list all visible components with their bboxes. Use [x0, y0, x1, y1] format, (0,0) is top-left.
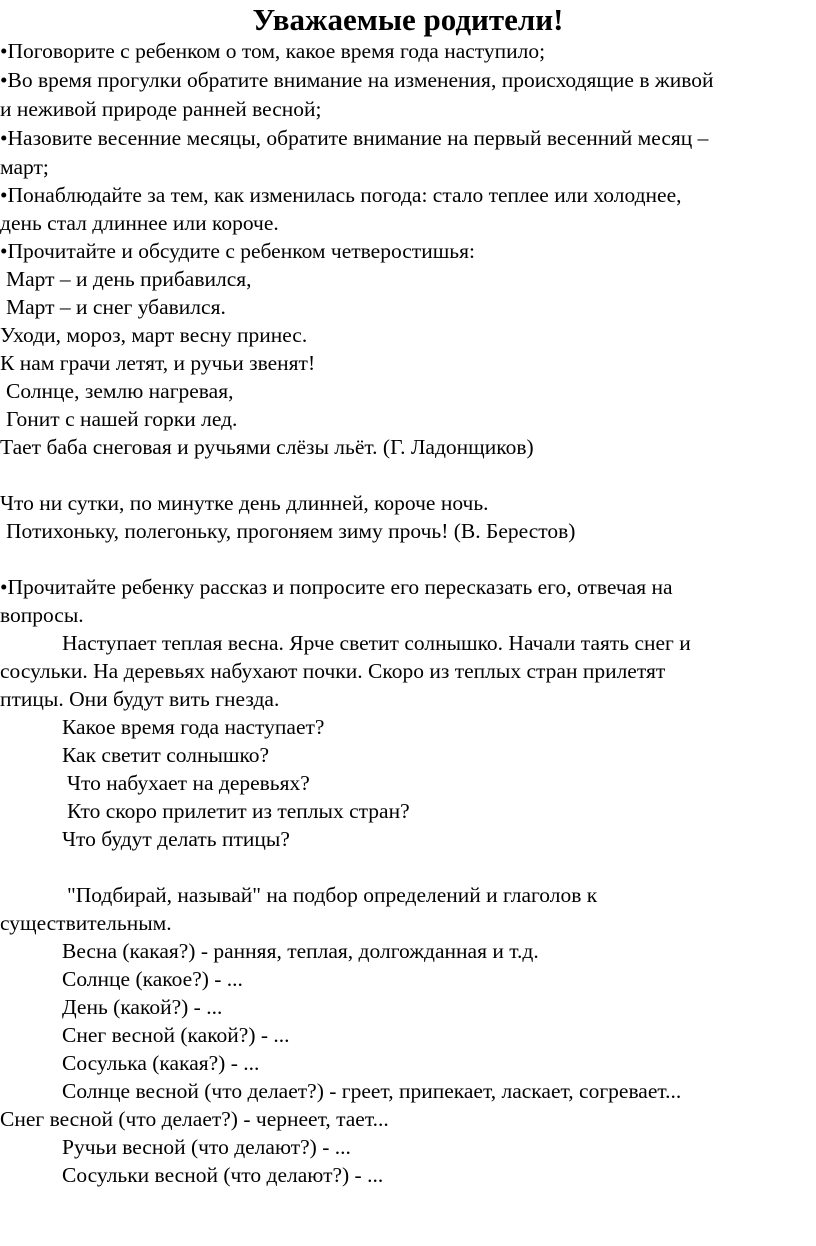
- text-line: •Назовите весенние месяцы, обратите внимание на первый весенний месяц –: [0, 126, 709, 150]
- poem-line: Потихоньку, полегоньку, прогоняем зиму прочь! (В. Берестов): [6, 519, 576, 543]
- text-line: •Прочитайте и обсудите с ребенком четверостишья:: [0, 239, 475, 263]
- story-line: Наступает теплая весна. Ярче светит солнышко. Начали таять снег и: [62, 631, 691, 655]
- text-line: вопросы.: [0, 603, 84, 627]
- poem-line: Что ни сутки, по минутке день длинней, короче ночь.: [0, 491, 489, 515]
- exercise-title-line: существительным.: [0, 911, 172, 935]
- exercise-title-line: "Подбирай, называй" на подбор определений и глаголов к: [67, 883, 598, 907]
- exercise-line: Снег весной (что делает?) - чернеет, тает...: [0, 1107, 389, 1131]
- text-line: •Прочитайте ребенку рассказ и попросите его пересказать его, отвечая на: [0, 575, 673, 599]
- exercise-line: Весна (какая?) - ранняя, теплая, долгожданная и т.д.: [62, 939, 539, 963]
- exercise-line: Снег весной (какой?) - ...: [62, 1023, 290, 1047]
- text-line: день стал длиннее или короче.: [0, 211, 279, 235]
- text-line: и неживой природе ранней весной;: [0, 97, 322, 121]
- poem-line: К нам грачи летят, и ручьи звенят!: [0, 351, 316, 375]
- poem-line: Уходи, мороз, март весну принес.: [0, 323, 308, 347]
- exercise-line: Сосулька (какая?) - ...: [62, 1051, 260, 1075]
- story-line: птицы. Они будут вить гнезда.: [0, 687, 280, 711]
- question-line: Что набухает на деревьях?: [67, 771, 310, 795]
- question-line: Кто скоро прилетит из теплых стран?: [67, 799, 410, 823]
- text-line: •Во время прогулки обратите внимание на изменения, происходящие в живой: [0, 68, 714, 92]
- question-line: Какое время года наступает?: [62, 715, 325, 739]
- poem-line: Тает баба снеговая и ручьями слёзы льёт. (Г. Ладонщиков): [0, 435, 534, 459]
- story-line: сосульки. На деревьях набухают почки. Скоро из теплых стран прилетят: [0, 659, 666, 683]
- exercise-line: Ручьи весной (что делают?) - ...: [62, 1135, 351, 1159]
- exercise-line: День (какой?) - ...: [62, 995, 223, 1019]
- poem-line: Гонит с нашей горки лед.: [6, 407, 238, 431]
- poem-line: Март – и снег убавился.: [6, 295, 226, 319]
- text-line: •Понаблюдайте за тем, как изменилась погода: стало теплее или холоднее,: [0, 183, 682, 207]
- exercise-line: Солнце (какое?) - ...: [62, 967, 243, 991]
- question-line: Что будут делать птицы?: [62, 827, 290, 851]
- poem-line: Солнце, землю нагревая,: [6, 379, 234, 403]
- text-line: март;: [0, 155, 49, 179]
- text-line: •Поговорите с ребенком о том, какое время года наступило;: [0, 39, 546, 63]
- poem-line: Март – и день прибавился,: [6, 267, 252, 291]
- exercise-line: Сосульки весной (что делают?) - ...: [62, 1163, 384, 1187]
- exercise-line: Солнце весной (что делает?) - греет, припекает, ласкает, согревает...: [62, 1079, 682, 1103]
- page-title: Уважаемые родители!: [252, 2, 564, 37]
- question-line: Как светит солнышко?: [62, 743, 270, 767]
